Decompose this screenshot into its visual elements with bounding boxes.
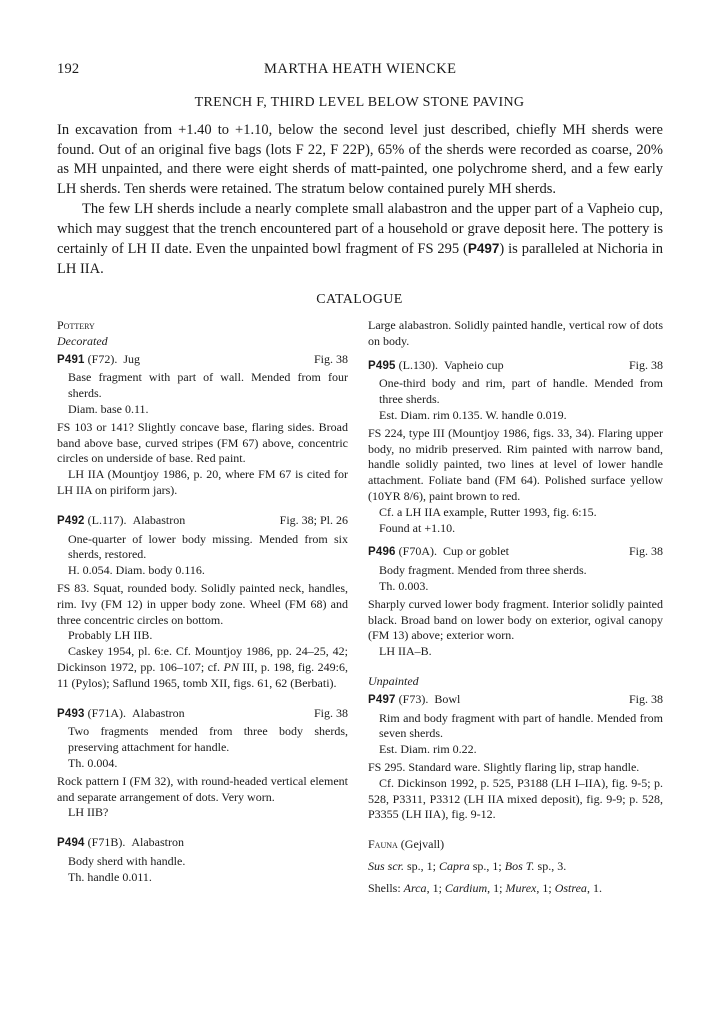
entry-header <box>368 692 663 709</box>
entry-number: P495 <box>368 359 396 372</box>
entry-references <box>57 644 348 691</box>
shell-arca: Arca <box>403 880 427 895</box>
entry-references-b: III, p. 198, fig. 249:6, 11 (Pylos); Saflund 1965, tomb XII, figs. 61, 62 (Berbati). <box>57 659 348 690</box>
entry-number: P497 <box>368 693 396 706</box>
entry-name: Alabastron <box>132 705 185 720</box>
entry-notes: FS 83. Squat, rounded body. Solidly painted neck, handles, rim. Ivy (FM 12) in upper body zone. Wheel (FM 68) and three concentric circles on bottom. <box>57 580 348 627</box>
shell-count: , 1; <box>536 880 555 895</box>
entry-description-block <box>368 376 663 423</box>
entry-title <box>57 513 185 530</box>
entry-name: Vapheio cup <box>444 357 504 372</box>
catalogue-entry-p493 <box>57 706 348 822</box>
entry-description: One-third body and rim, part of handle. Mended from three sherds. <box>379 376 663 407</box>
entry-description-block <box>57 532 348 579</box>
catalogue-entry-p491 <box>57 352 348 499</box>
entry-lot: (L.117). <box>87 512 127 527</box>
entry-figure-ref: Fig. 38 <box>313 705 348 720</box>
catalogue-reference: P497 <box>467 241 500 257</box>
entry-lot: (L.130). <box>398 357 438 372</box>
entry-title <box>368 544 509 561</box>
entry-name: Alabastron <box>132 512 186 527</box>
entry-description: Body sherd with handle. <box>68 853 186 868</box>
entry-references: Cf. Dickinson 1992, p. 525, P3188 (LH I–IIA), fig. 9-5; p. 528, P3311, P3312 (LH IIA mixed deposit), fig. 9-9; p. 528, P3355 (LH IIA), fig. 9-12. <box>368 775 663 822</box>
entry-lot: (F70A). <box>398 544 438 559</box>
species-capra: Capra <box>439 858 470 873</box>
entry-figure-ref: Fig. 38 <box>628 357 663 372</box>
entry-title <box>57 352 140 369</box>
entry-lot: (F73). <box>398 691 429 706</box>
species-bos: Bos T. <box>504 858 535 873</box>
fauna-section <box>368 837 663 896</box>
shell-ostrea: Ostrea <box>554 880 587 895</box>
entry-figure-ref: Fig. 38; Pl. 26 <box>279 512 348 527</box>
entry-dimensions: Est. Diam. rim 0.22. <box>379 742 477 757</box>
entry-header <box>57 352 348 369</box>
species-count: sp., 3. <box>534 858 567 873</box>
entry-description: Base fragment with part of wall. Mended from four sherds. <box>68 370 348 401</box>
entry-header <box>57 835 348 852</box>
entry-header <box>368 544 663 561</box>
entry-notes: FS 224, type III (Mountjoy 1986, figs. 33, 34). Flaring upper body, no midrib preserved. Rim painted with narrow band, handle solidly painted, two lines at level of lower handle attachment. Foliate band (FM 64). Polished surface yellow (10YR 8/6), paint brown to red. <box>368 425 663 503</box>
entry-figure-ref: Fig. 38 <box>628 544 663 559</box>
entry-description-block <box>368 711 663 758</box>
entry-description-block <box>57 724 348 771</box>
entry-dimensions: Th. 0.003. <box>379 578 429 593</box>
shell-cardium: Cardium <box>444 880 488 895</box>
entry-number: P494 <box>57 837 85 850</box>
entry-dimensions: H. 0.054. Diam. body 0.116. <box>68 563 205 578</box>
shell-count: , 1; <box>426 880 445 895</box>
decorated-heading: Decorated <box>57 333 108 348</box>
entry-description-block <box>57 854 348 886</box>
entry-figure-ref: Fig. 38 <box>313 351 348 366</box>
entry-header <box>368 358 663 375</box>
catalogue-heading: CATALOGUE <box>316 292 403 307</box>
page-number: 192 <box>57 61 80 77</box>
entry-header <box>57 513 348 530</box>
catalogue-entry-p495 <box>368 358 663 537</box>
entry-description: Body fragment. Mended from three sherds. <box>379 563 587 578</box>
entry-notes: FS 295. Standard ware. Slightly flaring lip, strap handle. <box>368 759 640 774</box>
entry-lot: (F71A). <box>87 705 127 720</box>
catalogue-entry-p492 <box>57 513 348 692</box>
entry-header <box>57 706 348 723</box>
fauna-shells-line <box>368 881 663 897</box>
entry-name: Cup or goblet <box>443 544 510 559</box>
entry-references-italic: PN <box>223 659 239 674</box>
entry-notes: FS 103 or 141? Slightly concave base, flaring sides. Broad band above base, curved stripes (FM 67) above, concentric circles on underside of base. Red paint. <box>57 419 348 466</box>
entry-notes: Sharply curved lower body fragment. Interior solidly painted black. Broad band on lower body on exterior, ogival canopy (FM 13) above; exterior worn. <box>368 596 663 643</box>
entry-dimensions: Th. 0.004. <box>68 755 118 770</box>
entry-number: P496 <box>368 546 396 559</box>
entry-lot: (F72). <box>87 351 118 366</box>
entry-notes-p494-continued: Large alabastron. Solidly painted handle, vertical row of dots on body. <box>368 318 663 348</box>
entry-number: P493 <box>57 707 85 720</box>
entry-description: Rim and body fragment with part of handle. Mended from seven sherds. <box>379 710 663 741</box>
shells-label: Shells: <box>368 880 404 895</box>
entry-description: One-quarter of lower body missing. Mended from six sherds, restored. <box>68 531 348 562</box>
catalogue-left-column <box>57 318 348 886</box>
entry-title <box>57 706 185 723</box>
intro-text <box>57 121 663 280</box>
entry-lot: (F71B). <box>87 835 126 850</box>
unpainted-heading: Unpainted <box>368 673 419 688</box>
entry-name: Bowl <box>434 691 461 706</box>
pottery-heading: Pottery <box>57 318 95 332</box>
catalogue-entry-p496 <box>368 544 663 660</box>
intro-p2-end: ) is paralleled at Nichoria in LH IIA. <box>57 241 663 277</box>
entry-notes-date: LH IIA (Mountjoy 1986, p. 20, where FM 67 is cited for LH IIA on piriform jars). <box>57 467 348 497</box>
intro-p2-text: The few LH sherds include a nearly complete small alabastron and the upper part of a Vapheio cup, which may suggest that the trench encountered part of a household or grave deposit here. The pottery is certainly of LH II date. Even the unpainted bowl fragment of FS 295 ( <box>57 200 663 258</box>
fauna-species-line <box>368 859 663 875</box>
species-count: sp., 1; <box>404 858 440 873</box>
fauna-heading-label: Fauna <box>368 837 398 852</box>
entry-name: Alabastron <box>131 835 184 850</box>
entry-dimensions: Th. handle 0.011. <box>68 869 152 884</box>
entry-name: Jug <box>123 351 141 366</box>
shell-count: , 1; <box>487 880 506 895</box>
catalogue-entry-p497 <box>368 692 663 823</box>
fauna-heading <box>368 837 663 853</box>
shell-count: , 1. <box>586 880 602 895</box>
entry-title <box>368 358 504 375</box>
shell-murex: Murex <box>505 880 537 895</box>
entry-notes: Rock pattern I (FM 32), with round-headed vertical element and separate arrangement of dots. Very worn. <box>57 773 348 804</box>
entry-title <box>368 692 460 709</box>
fauna-heading-suffix: (Gejvall) <box>397 837 445 852</box>
entry-number: P492 <box>57 514 85 527</box>
catalogue-right-column <box>368 318 663 897</box>
entry-references-a: Caskey 1954, pl. 6:e. Cf. Mountjoy 1986, pp. 24–25, 42; Dickinson 1972, pp. 106–107; cf. <box>57 644 348 674</box>
entry-notes-comparison: Cf. a LH IIA example, Rutter 1993, fig. 6:15. <box>379 504 597 519</box>
entry-notes-date: LH IIB? <box>68 805 109 820</box>
entry-number: P491 <box>57 353 85 366</box>
entry-dimensions: Diam. base 0.11. <box>68 401 149 416</box>
section-title: TRENCH F, THIRD LEVEL BELOW STONE PAVING <box>194 95 525 110</box>
entry-description: Two fragments mended from three body sherds, preserving attachment for handle. <box>68 724 348 755</box>
species-count: sp., 1; <box>469 858 505 873</box>
entry-notes-findspot: Found at +1.10. <box>379 520 456 535</box>
intro-paragraph-1: In excavation from +1.40 to +1.10, below the second level just described, chiefly MH sherds were found. Out of an original five bags (lots F 22, F 22P), 65% of the sherds were recorded as coarse, 20% as MH unpainted, and there were eight sherds of matt-painted, one polychrome sherd, and a few early LH sherds. Ten sherds were retained. The stratum below contained purely MH sherds. <box>57 122 663 198</box>
running-head-author: MARTHA HEATH WIENCKE <box>264 61 457 77</box>
catalogue-entry-p494 <box>57 835 348 885</box>
entry-title <box>57 835 184 852</box>
species-sus: Sus scr. <box>368 858 405 873</box>
entry-notes-date: LH IIA–B. <box>379 644 432 659</box>
entry-figure-ref: Fig. 38 <box>628 691 663 706</box>
entry-description-block <box>57 370 348 417</box>
intro-paragraph-2 <box>57 200 663 280</box>
entry-description-block <box>368 563 663 595</box>
entry-dimensions: Est. Diam. rim 0.135. W. handle 0.019. <box>379 407 567 422</box>
entry-notes-date: Probably LH IIB. <box>68 628 153 643</box>
